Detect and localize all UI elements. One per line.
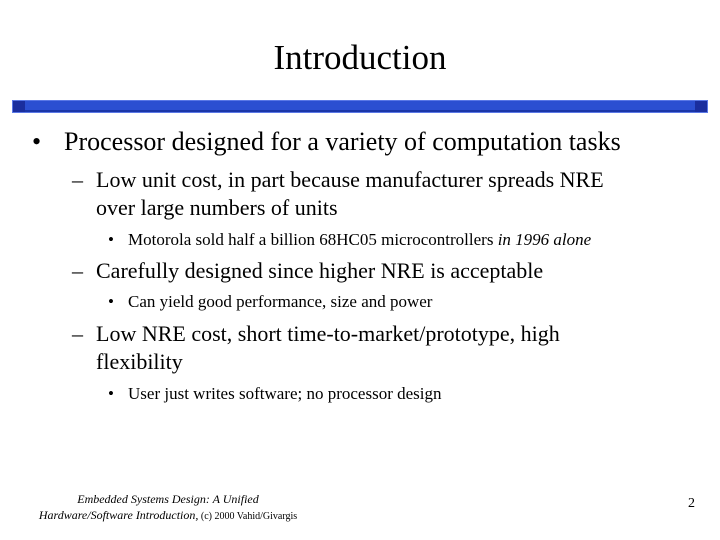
footer-citation	[18, 491, 318, 525]
level1-bullet: •	[32, 127, 42, 156]
footer-line2-plain: (c) 2000 Vahid/Givargis	[198, 511, 298, 522]
item1-sub-main: Motorola sold half a billion 68HC05 microcontrollers	[128, 230, 498, 249]
item3-sub-text: User just writes software; no processor design	[128, 384, 442, 403]
item3-line1: Low NRE cost, short time-to-market/prototype, high	[96, 321, 560, 346]
footer-line2	[18, 507, 318, 525]
item1-sub-italic: in 1996 alone	[497, 230, 592, 249]
footer-line2-italic: Hardware/Software Introduction,	[38, 508, 199, 522]
level1-text: Processor designed for a variety of computation tasks	[64, 127, 621, 156]
footer-line1: Embedded Systems Design: A Unified	[77, 492, 259, 506]
item2-sub-bullet: •	[108, 292, 114, 311]
slide-title: Introduction	[273, 38, 447, 77]
item1-sub-text	[128, 229, 591, 251]
item1-dash: –	[72, 167, 83, 192]
item2-sub-text: Can yield good performance, size and power	[128, 292, 433, 311]
item1-line1: Low unit cost, in part because manufacturer spreads NRE	[96, 167, 604, 192]
divider-left-cap	[13, 101, 25, 112]
item3-line2: flexibility	[96, 349, 183, 374]
item3-sub-bullet: •	[108, 384, 114, 403]
page-number: 2	[688, 496, 695, 511]
item1-sub-bullet: •	[108, 230, 114, 249]
item1-line2: over large numbers of units	[96, 195, 338, 220]
divider-right-cap	[695, 101, 707, 112]
title-divider-bar	[12, 100, 708, 113]
item2-dash: –	[72, 258, 83, 283]
item3-dash: –	[72, 321, 83, 346]
item2-line1: Carefully designed since higher NRE is acceptable	[96, 258, 544, 283]
